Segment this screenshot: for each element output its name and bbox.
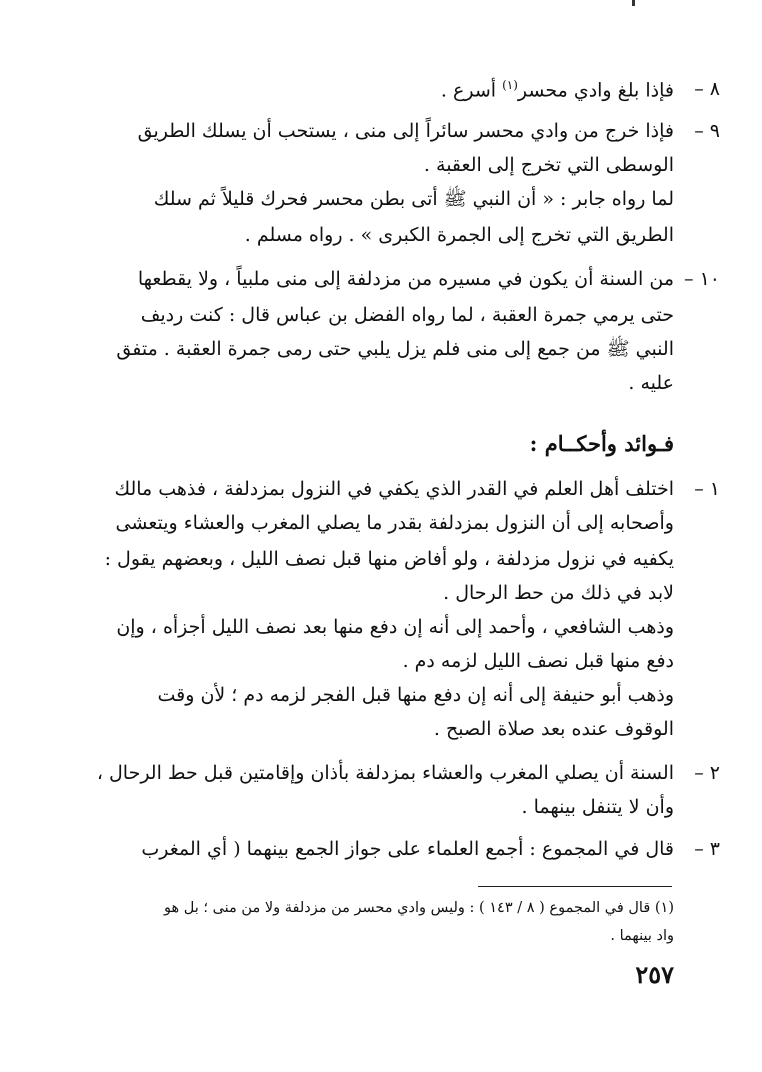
item-line: دفع منها قبل نصف الليل لزمه دم . — [402, 650, 674, 672]
item-number: ٨ – — [694, 78, 720, 100]
item-line: السنة أن يصلي المغرب والعشاء بمزدلفة بأذان وإقامتين قبل حط الرحال ، — [96, 762, 674, 784]
item-line: وذهب أبو حنيفة إلى أنه إن دفع منها قبل الفجر لزمه دم ؛ لأن وقت — [157, 684, 674, 706]
item-number: ٩ – — [694, 120, 720, 142]
item-line: فإذا بلغ وادي محسر$^{(١)}$ أسرع . — [440, 78, 674, 102]
item-line: يكفيه في نزول مزدلفة ، ولو أفاض منها قبل نصف الليل ، وبعضهم يقول : — [104, 548, 674, 570]
item-line: وأصحابه إلى أن النزول بمزدلفة بقدر ما يصلي المغرب والعشاء ويتعشى — [115, 512, 674, 534]
item-number: ٢ – — [694, 762, 720, 784]
item-line: وذهب الشافعي ، وأحمد إلى أنه إن دفع منها بعد نصف الليل أجزأه ، وإن — [116, 616, 674, 638]
page-number: ٢٥٧ — [635, 960, 674, 989]
item-line: عليه . — [628, 372, 674, 394]
item-line: حتى يرمي جمرة العقبة ، لما رواه الفضل بن عباس قال : كنت رديف — [140, 304, 674, 326]
footnote-divider — [478, 886, 672, 887]
item-line: لما رواه جابر : « أن النبي ﷺ أتى بطن محسر فحرك قليلاً ثم سلك — [153, 188, 674, 210]
item-number: ١٠ – — [684, 268, 720, 290]
section-heading: فـوائد وأحكــام : — [529, 431, 674, 456]
item-number: ١ – — [694, 478, 720, 500]
item-line: الوقوف عنده بعد صلاة الصبح . — [433, 718, 674, 740]
footnote-ref[interactable]: (١) — [502, 78, 518, 92]
footnote-line: واد بينهما . — [610, 928, 674, 944]
item-line: الطريق التي تخرج إلى الجمرة الكبرى » . رواه مسلم . — [244, 224, 674, 246]
item-line: من السنة أن يكون في مسيره من مزدلفة إلى منى ملبياً ، ولا يقطعها — [137, 268, 674, 290]
footnote-line: (١) قال في المجموع ( ٨ / ١٤٣ ) : وليس وادي محسر من مزدلفة ولا من منى ؛ بل هو — [163, 900, 674, 916]
item-line: وأن لا يتنفل بينهما . — [521, 796, 674, 818]
item-line: اختلف أهل العلم في القدر الذي يكفي في النزول بمزدلفة ، فذهب مالك — [114, 478, 674, 500]
item-line: لابد في ذلك من حط الرحال . — [443, 582, 674, 604]
item-line: الوسطى التي تخرج إلى العقبة . — [423, 154, 674, 176]
item-line: النبي ﷺ من جمع إلى منى فلم يزل يلبي حتى رمى جمرة العقبة . متفق — [116, 338, 674, 360]
item-line: فإذا خرج من وادي محسر سائراً إلى منى ، يستحب أن يسلك الطريق — [137, 120, 674, 142]
item-line: قال في المجموع : أجمع العلماء على جواز الجمع بينهما ( أي المغرب — [141, 838, 674, 860]
item-number: ٣ – — [694, 838, 720, 860]
corner-mark — [632, 0, 635, 6]
